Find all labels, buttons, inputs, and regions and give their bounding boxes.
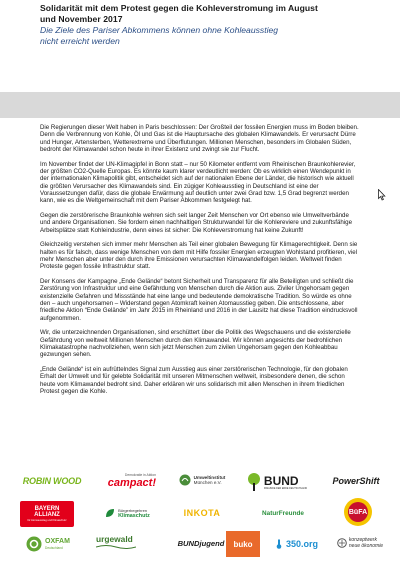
paragraph-1: Die Regierungen dieser Welt haben in Paris beschlossen: Der Großteil der fossilen Energien muss im Boden bleiben. Denn die Verbrennung von Kohle, Öl und Gas ist die Hauptursache des globalen Klimawandels. Er verursacht Dürre und Hunger, Artensterben, Wetterextreme und Überflutungen. Millionen Menschen, besonders im Globalen Süden, bedroht der Klimawandel schon heute in ihrer Existenz und zwingt sie zur Flucht. [40,124,359,154]
inkota-text: INKOTA [183,508,221,518]
umweltinstitut-icon [179,474,191,486]
logo-bundjugend [170,531,232,555]
document-title [40,3,360,24]
logo-powershift [326,473,386,489]
oxfam-subtext: Deutschland [45,546,63,550]
logo-oxfam [18,533,78,555]
bayern-line-2: ALLIANZ [34,512,60,519]
paragraph-3: Gegen die zerstörerische Braunkohle wehren sich seit langer Zeit Menschen vor Ort ebenso wie Umweltverbände und andere Organisationen. Sie fordern einen nachhaltigen Strukturwandel für die Kohlereviere und zukunftsfähige Arbeitsplätze statt Kohleindustrie, denn eines ist sicher: Die Kohleverstromung hat keine Zukunft! [40,212,353,234]
title-line-2: und November 2017 [40,13,123,24]
logo-bayern-allianz [20,501,74,527]
bayern-line-3: für Atomausstieg und Klimaschutz [27,518,67,522]
logo-konzeptwerk [330,529,390,557]
cursor-arrow-icon [378,189,386,201]
powershift-text: PowerShift [332,476,380,486]
paragraph-6: Wir, die unterzeichnenden Organisationen, sind erschüttert über die Politik des Wegschauens und die existenzielle Gefährdung von weltweit Millionen Menschen durch den Klimawandel. Wir können angesichts der bedrohlichen Klimakatastrophe nachvollziehen, wenn sich jetzt Menschen zum zivilen Ungehorsam gegen den Kohleabbau gezwungen sehen. [40,329,351,359]
konzeptwerk-line-1: konzeptwerk [348,537,377,543]
paragraph-7: „Ende Gelände“ ist ein aufrüttelndes Signal zum Ausstieg aus einer zerstörerischen Technologie, für den globalen Erhalt der Umwelt und für gelebte Solidarität mit unseren Mitmenschen weltweit, insbesondere denen, die schon heute vom Klimawandel bedroht sind. Daher erklären wir uns solidarisch mit allen Menschen in ihrem friedlichen Protest gegen die Kohle. [40,366,348,396]
campact-text: campact! [107,477,156,489]
header-band [0,92,400,118]
buefa-text: BüFA [348,508,368,516]
document-subtitle [40,25,360,46]
signatory-logos [0,467,400,565]
paragraph-5: Der Konsens der Kampagne „Ende Gelände“ betont Sicherheit und Transparenz für alle Beteiligten und schließt die Zerstörung von Infrastruktur und eine Gefährdung von Menschen durch die Aktion aus. Ziviler Ungehorsam gegen existenzielle Gefahren und Missstände hat eine lange und bedeutende demokratische Tradition. So würde es ohne den – auch ungehorsamen – Widerstand gegen Atomkraft keinen Atomausstieg geben. Die entschlossene, aber friedliche Aktion “Ende Gelände” im Jahr 2015 im Rheinland und 2016 in der Lausitz hat diese Tradition eindrucksvoll aufgenommen. [40,278,358,322]
logo-350org [268,533,324,555]
konzeptwerk-icon [337,538,347,548]
oxfam-text: OXFAM [45,538,70,545]
umweltinstitut-line-1: Umweltinstitut [193,475,226,480]
title-line-1: Solidarität mit dem Protest gegen die Kohleverstromung im August [40,3,318,13]
paragraph-2: Im November findet der UN-Klimagipfel in Bonn statt – nur 50 Kilometer entfernt vom Rheinischen Braunkohlerevier, der größten CO2-Quelle Europas. Es könnte kaum klarer verdeutlicht werden: Ob es wirklich einen Wendepunkt in der internationalen Klimapolitik gibt, entscheidet sich auf der nationalen Ebene der Länder, die historisch wie aktuell die größten Verursacher des Klimawandels sind. Ein zügiger Kohleausstieg in Deutschland ist eine der Voraussetzungen dafür, dass die globale Erwärmung auf deutlich unter zwei Grad bzw. 1,5 Grad begrenzt werden kann, wie es die Weltgemeinschaft mit dem Pariser Abkommen festgelegt hat. [40,160,356,205]
buko-text: buko [233,539,253,549]
bayern-line-1: BAYERN [34,505,60,512]
campact-tagline: Demokratie in Aktion [124,473,156,477]
logo-inkota [174,505,230,521]
logo-buko [226,531,260,557]
klimaschutz-line-1: Bürgerbegehren [118,507,148,513]
document-header [40,0,360,88]
document-body [40,124,360,403]
urgewald-wave-icon [96,544,136,550]
logo-urgewald [96,529,154,555]
logo-robinwood [20,473,84,489]
bund-tree-icon [247,472,261,492]
subtitle-line-1: Die Ziele des Pariser Abkommens können ohne Kohleausstieg [40,25,279,35]
subtitle-line-2: nicht erreicht werden [40,35,120,46]
robinwood-text: ROBIN WOOD [22,476,82,486]
naturfreunde-text: NaturFreunde [262,509,304,517]
bundjugend-text: BUNDjugend [177,538,225,548]
paragraph-4: Gleichzeitig verstehen sich immer mehr Menschen als Teil einer globalen Bewegung für Klimagerechtigkeit. Denn sie halten es für falsch, dass wenige Menschen von dem mit Hilfe fossiler Energien erzeugten Wohlstand profitieren, viel mehr Menschen aber unter den durch ihre Emissionen verursachten Klimawandelfolgen leiden. Weltweit finden Proteste gegen fossile Infrastruktur statt. [40,241,358,271]
klimaschutz-leaf-icon [104,507,116,519]
logo-buefa [342,497,374,527]
logo-umweltinstitut [176,467,228,493]
urgewald-text: urgewald [96,534,133,544]
bund-text: BUND [263,473,299,488]
umweltinstitut-line-2: München e.V. [193,480,222,485]
klimaschutz-line-2: Klimaschutz [118,512,150,519]
logo-campact [96,467,156,495]
350org-text: 350.org [285,539,318,549]
logo-buergerbegehren-klimaschutz [96,503,158,523]
bund-subtext: FREUNDE DER ERDE DEUTSCHLAND [263,486,308,490]
konzeptwerk-line-2: neue ökonomie [348,543,384,549]
350-thermometer-icon [274,539,284,549]
oxfam-icon [26,536,42,552]
logo-naturfreunde [252,505,314,521]
logo-bund [244,467,310,497]
